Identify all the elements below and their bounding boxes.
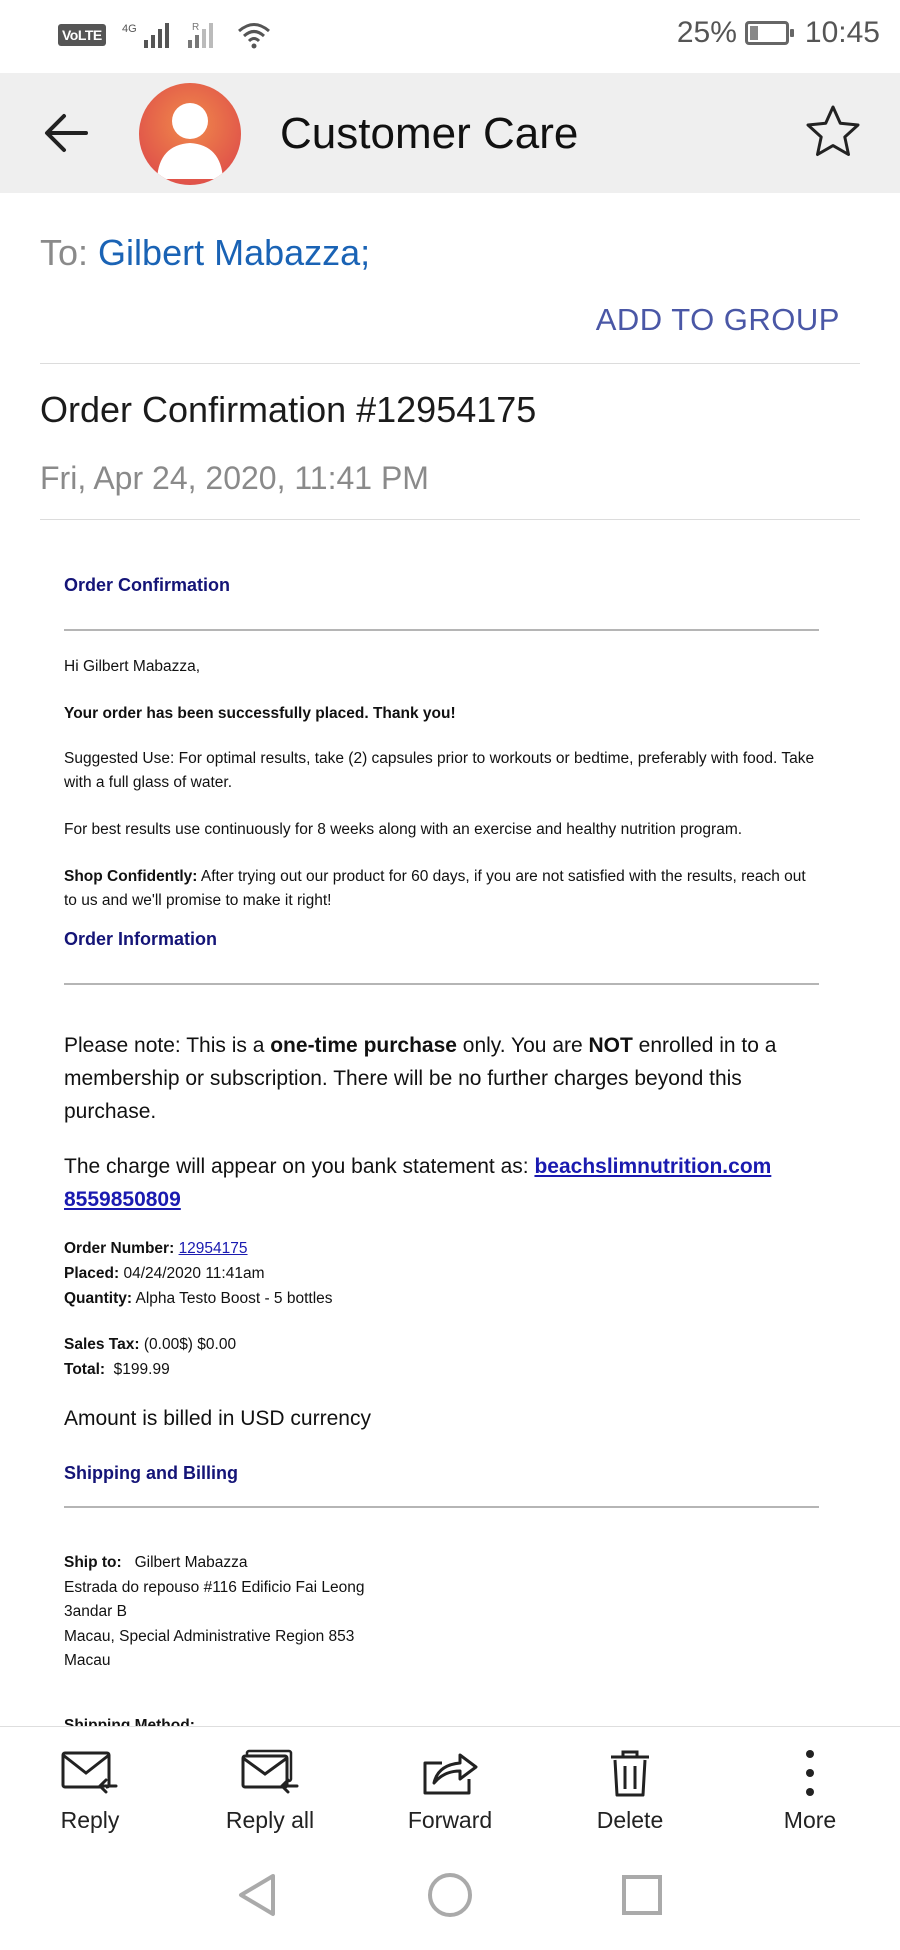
clock: 10:45 (804, 16, 880, 49)
reply-all-icon (240, 1749, 300, 1797)
battery-percent: 25% (676, 16, 737, 49)
email-subject: Order Confirmation #12954175 (40, 389, 537, 430)
system-nav-bar (0, 1840, 900, 1950)
total-row (64, 1357, 819, 1382)
section-rule (64, 983, 819, 985)
battery-fill (750, 26, 759, 40)
order-totals (64, 1332, 819, 1382)
sales-tax-value: (0.00$) $0.00 (143, 1336, 237, 1353)
section-title-confirmation: Order Confirmation (64, 575, 231, 595)
quantity-value: Alpha Testo Boost - 5 bottles (135, 1290, 333, 1307)
status-indicators (58, 20, 272, 50)
reply-all-button[interactable] (195, 1727, 345, 1841)
note-text: only. You are (456, 1034, 589, 1057)
statement-descriptor-link[interactable]: beachslimnutrition.com 8559850809 (64, 1155, 772, 1211)
volte-badge: VoLTE (58, 24, 106, 46)
total-label: Total: (64, 1361, 106, 1378)
total-value: $199.99 (113, 1361, 170, 1378)
star-icon[interactable] (804, 103, 862, 161)
section-rule (64, 1506, 819, 1508)
address-line: 3andar B (64, 1603, 127, 1620)
delete-label: Delete (596, 1807, 664, 1833)
email-date: Fri, Apr 24, 2020, 11:41 PM (40, 460, 429, 496)
section-title-order-info: Order Information (64, 929, 218, 949)
forward-button[interactable] (375, 1727, 525, 1841)
note-text: Please note: This is a (64, 1034, 271, 1057)
roaming-label: R (191, 22, 199, 33)
status-bar (0, 0, 900, 73)
suggested-use-text: Suggested Use: For optimal results, take (2) capsules prior to workouts or bedtime, preferably with food. Take with a full glass of water. (64, 750, 815, 791)
order-details (64, 1236, 819, 1311)
order-number-label: Order Number: (64, 1240, 175, 1257)
network-type-label: 4G (121, 23, 137, 35)
charge-statement (64, 1150, 819, 1216)
charge-text: The charge will appear on you bank statement as: (64, 1155, 535, 1178)
best-results-text: For best results use continuously for 8 weeks along with an exercise and healthy nutrition program. (64, 821, 743, 838)
trash-icon (600, 1749, 660, 1797)
ship-to-label: Ship to: (64, 1554, 122, 1571)
greeting: Hi Gilbert Mabazza, (64, 658, 201, 675)
divider (40, 363, 860, 364)
forward-label: Forward (407, 1807, 493, 1833)
shop-confidently-text (64, 865, 819, 913)
sender-name: Customer Care (280, 109, 579, 158)
signal-roaming-icon (186, 20, 222, 50)
placed-label: Placed: (64, 1265, 120, 1282)
section-rule (64, 629, 819, 631)
reply-button[interactable] (15, 1727, 165, 1841)
address-line: Estrada do repouso #116 Edificio Fai Leong (64, 1578, 365, 1596)
shop-confidently-label: Shop Confidently: (64, 868, 198, 885)
quantity-label: Quantity: (64, 1290, 133, 1307)
delete-button[interactable] (555, 1727, 705, 1841)
divider (40, 519, 860, 520)
forward-icon (420, 1749, 480, 1797)
order-number-link[interactable]: 12954175 (178, 1240, 248, 1257)
avatar[interactable] (139, 83, 241, 185)
order-placed-message: Your order has been successfully placed. Thank you! (64, 705, 456, 722)
battery-icon (745, 21, 789, 45)
quantity-row (64, 1286, 819, 1311)
shipping-address (64, 1551, 819, 1674)
note-text: enrolled in to a membership or subscription. There will be no further charges beyond this purchase. (64, 1034, 777, 1123)
placed-value: 04/24/2020 11:41am (123, 1265, 265, 1282)
currency-note: Amount is billed in USD currency (64, 1407, 371, 1430)
reply-all-label: Reply all (225, 1807, 315, 1833)
add-to-group-button[interactable]: ADD TO GROUP (595, 302, 840, 337)
shop-confidently-body: After trying out our product for 60 days, if you are not satisfied with the results, reach out to us and we'll promise to make it right! (64, 868, 806, 909)
recipient-name[interactable]: Gilbert Mabazza; (98, 232, 371, 273)
person-icon (139, 83, 241, 185)
more-vertical-icon (780, 1749, 840, 1797)
sales-tax-label: Sales Tax: (64, 1336, 140, 1353)
action-bar (0, 1726, 900, 1840)
recipient-line (40, 232, 370, 274)
nav-back-icon[interactable] (233, 1870, 283, 1920)
status-right (677, 16, 880, 50)
wifi-icon (236, 20, 272, 50)
address-line: Macau (64, 1652, 111, 1669)
address-line: Macau, Special Administrative Region 853 (64, 1627, 355, 1645)
ship-to-name: Gilbert Mabazza (134, 1554, 248, 1571)
section-title-shipping: Shipping and Billing (64, 1463, 238, 1483)
reply-label: Reply (60, 1807, 120, 1833)
purchase-note (64, 1029, 819, 1128)
order-number-row (64, 1236, 819, 1261)
more-button[interactable] (735, 1727, 885, 1841)
note-emphasis: one-time purchase (270, 1034, 457, 1057)
sales-tax-row (64, 1332, 819, 1357)
ship-to-row (64, 1551, 819, 1576)
nav-home-icon[interactable] (425, 1870, 475, 1920)
message-header (0, 73, 900, 193)
placed-row (64, 1261, 819, 1286)
reply-icon (60, 1749, 120, 1797)
back-arrow-icon[interactable] (38, 105, 94, 161)
more-label: More (783, 1807, 837, 1833)
signal-4g-icon (120, 20, 172, 50)
note-emphasis: NOT (588, 1034, 633, 1057)
to-label: To: (40, 232, 89, 273)
nav-recents-icon[interactable] (617, 1870, 667, 1920)
